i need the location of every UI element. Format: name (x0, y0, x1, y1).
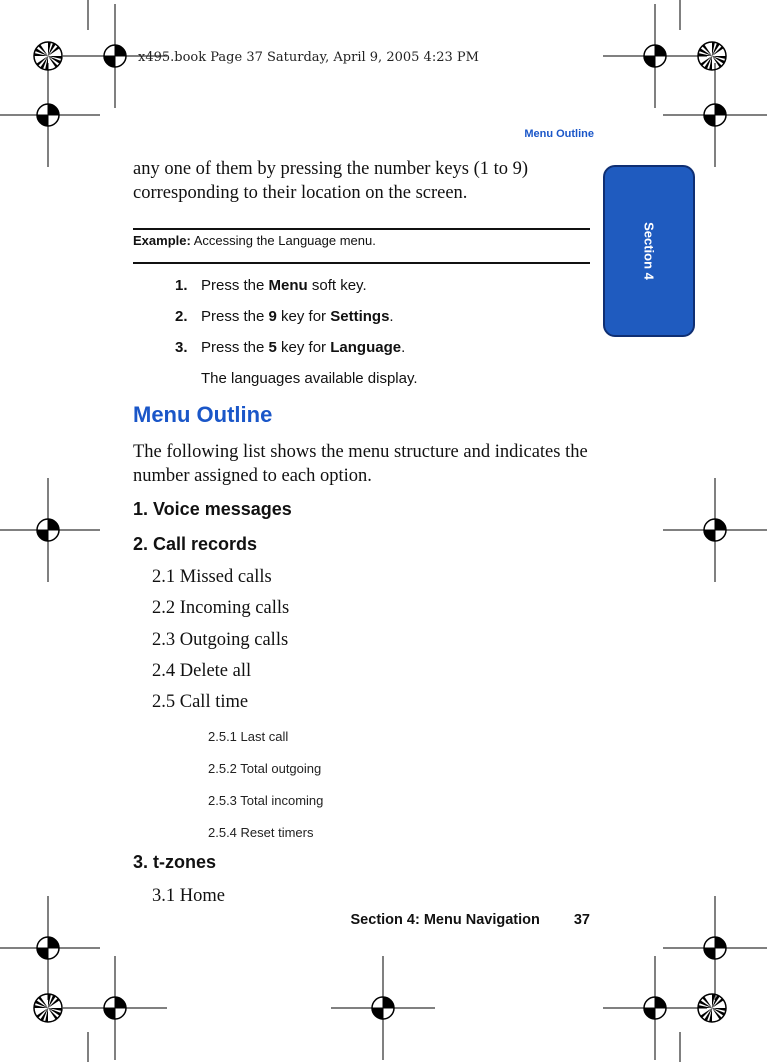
outline-item: 2.4 Delete all (152, 661, 252, 681)
section-title: Menu Outline (133, 402, 273, 427)
key-name: 9 (268, 308, 277, 325)
crosshair-mark (331, 956, 435, 1060)
section-tab (603, 165, 695, 337)
menu-name: Settings (330, 308, 390, 325)
top-rule (133, 228, 590, 230)
outline-subitem: 2.5.4 Reset timers (208, 825, 314, 840)
outline-heading: 2. Call records (133, 534, 258, 554)
crosshair-mark (603, 4, 707, 108)
outline-item: 2.1 Missed calls (152, 567, 272, 587)
section-tab-label: Section 4 (641, 222, 657, 280)
outline-item: 2.5 Call time (152, 692, 249, 712)
lead-paragraph: The following list shows the menu structure and indicates the number assigned to each option. (133, 442, 588, 486)
example-label: Example: (133, 233, 191, 248)
outline-item: 3.1 Home (152, 886, 225, 906)
page-number: 37 (573, 912, 590, 928)
key-name: 5 (268, 339, 277, 356)
crosshair-mark (63, 956, 167, 1060)
key-name: Menu (268, 277, 308, 294)
crosshair-mark (663, 896, 767, 1000)
outline-heading: 3. t-zones (133, 852, 217, 872)
step-number: 1. (175, 277, 188, 294)
menu-name: Language (330, 339, 402, 356)
crosshair-mark (0, 478, 100, 582)
outline-heading: 1. Voice messages (133, 499, 292, 519)
running-head: Menu Outline (524, 128, 594, 140)
crosshair-mark (663, 63, 767, 167)
crosshair-mark (663, 478, 767, 582)
print-slug: x495.book Page 37 Saturday, April 9, 2005 4:23 PM (138, 50, 479, 65)
crosshair-mark (0, 63, 100, 167)
footer-section: Section 4: Menu Navigation (350, 912, 540, 928)
example-text: Accessing the Language menu. (190, 233, 376, 248)
intro-paragraph: any one of them by pressing the number keys (1 to 9) corresponding to their location on the screen. (133, 159, 529, 203)
crosshair-mark (603, 956, 707, 1060)
outline-subitem: 2.5.3 Total incoming (208, 793, 324, 808)
bottom-rule (133, 262, 590, 264)
outline-item: 2.3 Outgoing calls (152, 630, 289, 650)
page-footer (351, 912, 590, 928)
crosshair-mark (0, 896, 100, 1000)
example-line (133, 233, 376, 248)
step-number: 3. (175, 339, 188, 356)
outline-item: 2.2 Incoming calls (152, 598, 290, 618)
outline-subitem: 2.5.2 Total outgoing (208, 761, 322, 776)
outline-subitem: 2.5.1 Last call (208, 729, 289, 744)
step-number: 2. (175, 308, 188, 325)
